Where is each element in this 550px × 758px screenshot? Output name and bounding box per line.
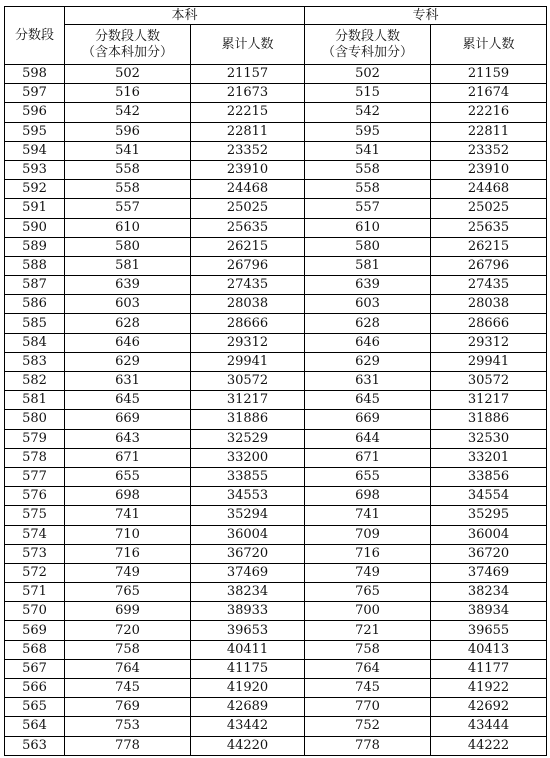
- zhuanke-count-cell: 542: [305, 103, 431, 122]
- benke-cumulative-cell: 24468: [191, 180, 305, 199]
- zhuanke-cumulative-cell: 21159: [431, 65, 547, 84]
- score-cell: 588: [5, 256, 65, 275]
- benke-cumulative-cell: 31886: [191, 410, 305, 429]
- benke-count-header: [65, 25, 191, 65]
- zhuanke-count-cell: 758: [305, 640, 431, 659]
- table-row: [5, 295, 547, 314]
- benke-cumulative-cell: 36004: [191, 525, 305, 544]
- score-cell: 598: [5, 65, 65, 84]
- benke-count-cell: 631: [65, 372, 191, 391]
- table-row: [5, 84, 547, 103]
- zhuanke-count-header: [305, 25, 431, 65]
- zhuanke-count-cell: 558: [305, 160, 431, 179]
- table-row: [5, 65, 547, 84]
- benke-cumulative-cell: 35294: [191, 506, 305, 525]
- zhuanke-count-cell: 745: [305, 679, 431, 698]
- benke-count-cell: 628: [65, 314, 191, 333]
- zhuanke-count-cell: 749: [305, 563, 431, 582]
- table-row: [5, 640, 547, 659]
- benke-count-cell: 758: [65, 640, 191, 659]
- benke-cumulative-cell: 21157: [191, 65, 305, 84]
- benke-count-cell: 745: [65, 679, 191, 698]
- benke-cumulative-cell: 21673: [191, 84, 305, 103]
- benke-cumulative-cell: 25635: [191, 218, 305, 237]
- zhuanke-cumulative-cell: 29941: [431, 352, 547, 371]
- benke-cumulative-cell: 22811: [191, 122, 305, 141]
- benke-cumulative-cell: 31217: [191, 391, 305, 410]
- benke-cumulative-cell: 39653: [191, 621, 305, 640]
- benke-cumulative-header: 累计人数: [191, 25, 305, 65]
- score-cell: 570: [5, 602, 65, 621]
- zhuanke-cumulative-cell: 31217: [431, 391, 547, 410]
- zhuanke-count-cell: 631: [305, 372, 431, 391]
- table-row: [5, 621, 547, 640]
- score-cell: 568: [5, 640, 65, 659]
- zhuanke-cumulative-cell: 32530: [431, 429, 547, 448]
- benke-cumulative-cell: 40411: [191, 640, 305, 659]
- benke-count-cell: 603: [65, 295, 191, 314]
- zhuanke-cumulative-cell: 28038: [431, 295, 547, 314]
- table-row: [5, 103, 547, 122]
- zhuanke-count-cell: 639: [305, 276, 431, 295]
- table-row: [5, 372, 547, 391]
- table-row: [5, 506, 547, 525]
- score-distribution-table: [4, 6, 547, 756]
- zhuanke-cumulative-cell: 26215: [431, 237, 547, 256]
- benke-group-header: 本科: [65, 7, 305, 25]
- zhuanke-cumulative-cell: 41177: [431, 659, 547, 678]
- benke-cumulative-cell: 41175: [191, 659, 305, 678]
- zhuanke-count-cell: 645: [305, 391, 431, 410]
- table-row: [5, 256, 547, 275]
- benke-cumulative-cell: 38234: [191, 583, 305, 602]
- score-cell: 580: [5, 410, 65, 429]
- table-row: [5, 736, 547, 755]
- table-row: [5, 276, 547, 295]
- benke-count-cell: 749: [65, 563, 191, 582]
- table-row: [5, 333, 547, 352]
- table-row: [5, 391, 547, 410]
- zhuanke-count-cell: 646: [305, 333, 431, 352]
- score-cell: 585: [5, 314, 65, 333]
- score-cell: 591: [5, 199, 65, 218]
- zhuanke-count-cell: 502: [305, 65, 431, 84]
- benke-cumulative-cell: 33855: [191, 467, 305, 486]
- benke-count-cell: 502: [65, 65, 191, 84]
- table-row: [5, 544, 547, 563]
- zhuanke-cumulative-cell: 22811: [431, 122, 547, 141]
- benke-cumulative-cell: 22215: [191, 103, 305, 122]
- score-cell: 587: [5, 276, 65, 295]
- score-cell: 565: [5, 698, 65, 717]
- benke-count-cell: 655: [65, 467, 191, 486]
- benke-count-cell: 643: [65, 429, 191, 448]
- zhuanke-cumulative-cell: 24468: [431, 180, 547, 199]
- score-cell: 564: [5, 717, 65, 736]
- table-row: [5, 717, 547, 736]
- zhuanke-cumulative-cell: 38934: [431, 602, 547, 621]
- benke-count-cell: 699: [65, 602, 191, 621]
- table-row: [5, 237, 547, 256]
- benke-count-cell: 720: [65, 621, 191, 640]
- zhuanke-cumulative-cell: 26796: [431, 256, 547, 275]
- zhuanke-count-cell: 700: [305, 602, 431, 621]
- table-row: [5, 199, 547, 218]
- zhuanke-cumulative-cell: 30572: [431, 372, 547, 391]
- table-body: [5, 65, 547, 756]
- zhuanke-cumulative-header: 累计人数: [431, 25, 547, 65]
- benke-count-cell: 639: [65, 276, 191, 295]
- zhuanke-cumulative-cell: 39655: [431, 621, 547, 640]
- zhuanke-count-cell: 610: [305, 218, 431, 237]
- table-row: [5, 679, 547, 698]
- zhuanke-count-header-line1: 分数段人数: [335, 28, 401, 44]
- zhuanke-count-cell: 765: [305, 583, 431, 602]
- score-band-header: 分数段: [5, 7, 65, 65]
- benke-cumulative-cell: 26796: [191, 256, 305, 275]
- zhuanke-cumulative-cell: 40413: [431, 640, 547, 659]
- benke-cumulative-cell: 23352: [191, 141, 305, 160]
- zhuanke-count-cell: 558: [305, 180, 431, 199]
- score-cell: 596: [5, 103, 65, 122]
- benke-count-cell: 765: [65, 583, 191, 602]
- table-row: [5, 429, 547, 448]
- zhuanke-count-cell: 603: [305, 295, 431, 314]
- zhuanke-cumulative-cell: 36720: [431, 544, 547, 563]
- benke-count-cell: 557: [65, 199, 191, 218]
- benke-cumulative-cell: 42689: [191, 698, 305, 717]
- zhuanke-count-header-line2: （含专科加分）: [322, 44, 414, 60]
- benke-cumulative-cell: 28038: [191, 295, 305, 314]
- benke-count-cell: 541: [65, 141, 191, 160]
- benke-count-cell: 558: [65, 160, 191, 179]
- benke-count-cell: 769: [65, 698, 191, 717]
- benke-count-cell: 629: [65, 352, 191, 371]
- benke-cumulative-cell: 32529: [191, 429, 305, 448]
- zhuanke-count-cell: 541: [305, 141, 431, 160]
- benke-count-cell: 580: [65, 237, 191, 256]
- zhuanke-cumulative-cell: 44222: [431, 736, 547, 755]
- zhuanke-count-cell: 778: [305, 736, 431, 755]
- zhuanke-count-cell: 644: [305, 429, 431, 448]
- benke-count-cell: 741: [65, 506, 191, 525]
- benke-count-cell: 542: [65, 103, 191, 122]
- table-row: [5, 410, 547, 429]
- benke-count-cell: 710: [65, 525, 191, 544]
- zhuanke-cumulative-cell: 23910: [431, 160, 547, 179]
- benke-cumulative-cell: 44220: [191, 736, 305, 755]
- benke-cumulative-cell: 33200: [191, 448, 305, 467]
- zhuanke-cumulative-cell: 31886: [431, 410, 547, 429]
- table-row: [5, 314, 547, 333]
- benke-count-cell: 671: [65, 448, 191, 467]
- benke-count-cell: 646: [65, 333, 191, 352]
- table-row: [5, 467, 547, 486]
- zhuanke-count-cell: 580: [305, 237, 431, 256]
- benke-cumulative-cell: 29312: [191, 333, 305, 352]
- table-row: [5, 583, 547, 602]
- zhuanke-cumulative-cell: 41922: [431, 679, 547, 698]
- score-cell: 575: [5, 506, 65, 525]
- score-cell: 569: [5, 621, 65, 640]
- table-row: [5, 122, 547, 141]
- benke-count-cell: 764: [65, 659, 191, 678]
- table-row: [5, 141, 547, 160]
- benke-count-cell: 581: [65, 256, 191, 275]
- zhuanke-cumulative-cell: 22216: [431, 103, 547, 122]
- table-row: [5, 218, 547, 237]
- score-cell: 563: [5, 736, 65, 755]
- benke-count-cell: 669: [65, 410, 191, 429]
- zhuanke-count-cell: 671: [305, 448, 431, 467]
- zhuanke-count-cell: 770: [305, 698, 431, 717]
- zhuanke-cumulative-cell: 43444: [431, 717, 547, 736]
- score-cell: 590: [5, 218, 65, 237]
- score-cell: 584: [5, 333, 65, 352]
- zhuanke-cumulative-cell: 35295: [431, 506, 547, 525]
- benke-cumulative-cell: 28666: [191, 314, 305, 333]
- benke-cumulative-cell: 37469: [191, 563, 305, 582]
- score-cell: 578: [5, 448, 65, 467]
- zhuanke-count-cell: 628: [305, 314, 431, 333]
- zhuanke-cumulative-cell: 37469: [431, 563, 547, 582]
- benke-count-cell: 716: [65, 544, 191, 563]
- zhuanke-count-cell: 741: [305, 506, 431, 525]
- zhuanke-group-header: 专科: [305, 7, 547, 25]
- score-cell: 567: [5, 659, 65, 678]
- score-cell: 582: [5, 372, 65, 391]
- benke-count-cell: 645: [65, 391, 191, 410]
- benke-count-header-line1: 分数段人数: [94, 28, 160, 44]
- zhuanke-cumulative-cell: 28666: [431, 314, 547, 333]
- zhuanke-count-cell: 595: [305, 122, 431, 141]
- score-cell: 595: [5, 122, 65, 141]
- benke-cumulative-cell: 41920: [191, 679, 305, 698]
- table-row: [5, 659, 547, 678]
- score-cell: 571: [5, 583, 65, 602]
- zhuanke-cumulative-cell: 23352: [431, 141, 547, 160]
- benke-cumulative-cell: 23910: [191, 160, 305, 179]
- benke-cumulative-cell: 25025: [191, 199, 305, 218]
- score-cell: 586: [5, 295, 65, 314]
- zhuanke-cumulative-cell: 38234: [431, 583, 547, 602]
- benke-cumulative-cell: 36720: [191, 544, 305, 563]
- score-cell: 592: [5, 180, 65, 199]
- header-row-groups: [5, 7, 547, 25]
- zhuanke-cumulative-cell: 36004: [431, 525, 547, 544]
- benke-cumulative-cell: 34553: [191, 487, 305, 506]
- benke-cumulative-cell: 43442: [191, 717, 305, 736]
- score-cell: 573: [5, 544, 65, 563]
- benke-count-cell: 753: [65, 717, 191, 736]
- zhuanke-cumulative-cell: 33856: [431, 467, 547, 486]
- benke-count-cell: 610: [65, 218, 191, 237]
- table-row: [5, 698, 547, 717]
- benke-count-cell: 516: [65, 84, 191, 103]
- benke-cumulative-cell: 38933: [191, 602, 305, 621]
- benke-count-header-line2: （含本科加分）: [81, 44, 173, 60]
- score-cell: 574: [5, 525, 65, 544]
- table-row: [5, 563, 547, 582]
- benke-count-cell: 778: [65, 736, 191, 755]
- table-row: [5, 180, 547, 199]
- score-cell: 579: [5, 429, 65, 448]
- zhuanke-cumulative-cell: 34554: [431, 487, 547, 506]
- benke-cumulative-cell: 27435: [191, 276, 305, 295]
- zhuanke-count-cell: 709: [305, 525, 431, 544]
- zhuanke-cumulative-cell: 33201: [431, 448, 547, 467]
- zhuanke-count-cell: 716: [305, 544, 431, 563]
- zhuanke-cumulative-cell: 29312: [431, 333, 547, 352]
- score-cell: 589: [5, 237, 65, 256]
- zhuanke-count-cell: 752: [305, 717, 431, 736]
- score-cell: 583: [5, 352, 65, 371]
- score-cell: 581: [5, 391, 65, 410]
- zhuanke-count-cell: 629: [305, 352, 431, 371]
- benke-count-cell: 596: [65, 122, 191, 141]
- score-cell: 576: [5, 487, 65, 506]
- score-cell: 597: [5, 84, 65, 103]
- zhuanke-count-cell: 655: [305, 467, 431, 486]
- zhuanke-count-cell: 764: [305, 659, 431, 678]
- zhuanke-count-cell: 515: [305, 84, 431, 103]
- benke-cumulative-cell: 26215: [191, 237, 305, 256]
- zhuanke-count-cell: 698: [305, 487, 431, 506]
- table-row: [5, 160, 547, 179]
- table-row: [5, 352, 547, 371]
- zhuanke-cumulative-cell: 21674: [431, 84, 547, 103]
- zhuanke-count-cell: 557: [305, 199, 431, 218]
- table-row: [5, 602, 547, 621]
- table-row: [5, 525, 547, 544]
- table-row: [5, 487, 547, 506]
- score-cell: 593: [5, 160, 65, 179]
- score-cell: 577: [5, 467, 65, 486]
- zhuanke-count-cell: 721: [305, 621, 431, 640]
- header-row-columns: [5, 25, 547, 65]
- benke-count-cell: 558: [65, 180, 191, 199]
- benke-count-cell: 698: [65, 487, 191, 506]
- zhuanke-cumulative-cell: 25635: [431, 218, 547, 237]
- zhuanke-cumulative-cell: 25025: [431, 199, 547, 218]
- zhuanke-cumulative-cell: 27435: [431, 276, 547, 295]
- score-cell: 594: [5, 141, 65, 160]
- zhuanke-cumulative-cell: 42692: [431, 698, 547, 717]
- score-cell: 566: [5, 679, 65, 698]
- score-cell: 572: [5, 563, 65, 582]
- benke-cumulative-cell: 30572: [191, 372, 305, 391]
- benke-cumulative-cell: 29941: [191, 352, 305, 371]
- zhuanke-count-cell: 669: [305, 410, 431, 429]
- table-row: [5, 448, 547, 467]
- zhuanke-count-cell: 581: [305, 256, 431, 275]
